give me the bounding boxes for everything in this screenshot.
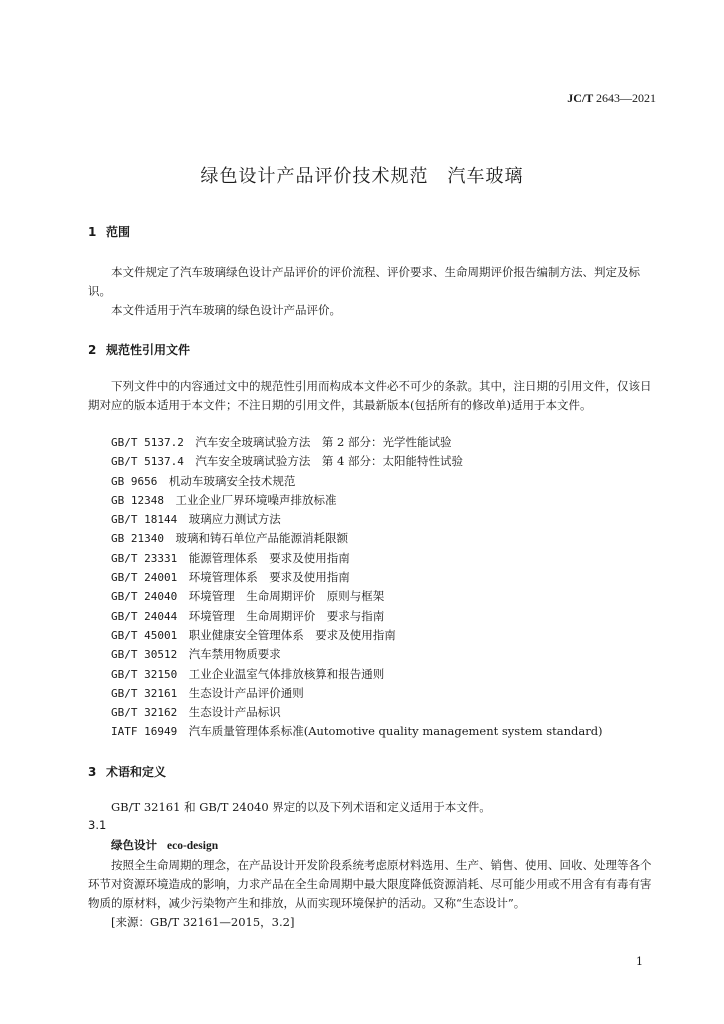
standard-code-number: 2643—2021	[596, 91, 656, 105]
reference-item: GB 9656 机动车玻璃安全技术规范	[111, 473, 296, 488]
reference-item: GB/T 23331 能源管理体系 要求及使用指南	[111, 550, 350, 565]
section-2-title: 规范性引用文件	[106, 343, 191, 357]
section-3-heading	[88, 763, 166, 780]
standard-code	[567, 91, 656, 106]
page-number: 1	[636, 955, 643, 968]
section-1-paragraph-2: 本文件适用于汽车玻璃的绿色设计产品评价。	[111, 303, 341, 317]
reference-item: GB/T 24001 环境管理体系 要求及使用指南	[111, 570, 350, 585]
reference-item: GB/T 30512 汽车禁用物质要求	[111, 647, 281, 662]
clause-number: 3.1	[88, 818, 107, 832]
reference-item: GB 21340 玻璃和铸石单位产品能源消耗限额	[111, 531, 348, 546]
reference-item: GB/T 45001 职业健康安全管理体系 要求及使用指南	[111, 627, 396, 642]
term-definition: 按照全生命周期的理念，在产品设计开发阶段系统考虑原材料选用、生产、销售、使用、回收、处理等各个环节对资源环境造成的影响，力求产品在全生命周期中最大限度降低资源消耗、尽可能少用或不用含有有毒有害物质的原材料，减少污染物产生和排放，从而实现环境保护的活动。又称“生态设计”。	[88, 858, 652, 910]
reference-item: GB/T 5137.4 汽车安全玻璃试验方法 第 4 部分：太阳能特性试验	[111, 454, 463, 469]
document-title: 绿色设计产品评价技术规范 汽车玻璃	[200, 166, 524, 187]
section-2-heading	[88, 341, 190, 358]
reference-item: GB/T 32162 生态设计产品标识	[111, 705, 281, 720]
section-3-number: 3	[88, 765, 97, 779]
reference-item: GB 12348 工业企业厂界环境噪声排放标准	[111, 492, 337, 507]
section-2-paragraph-1: 下列文件中的内容通过文中的规范性引用而构成本文件必不可少的条款。其中，注日期的引用文件，仅该日期对应的版本适用于本文件；不注日期的引用文件，其最新版本(包括所有的修改单)适用于本文件。	[88, 379, 652, 412]
term-source: [来源：GB/T 32161—2015，3.2]	[111, 915, 295, 929]
section-1-title: 范围	[106, 225, 131, 239]
section-2-number: 2	[88, 343, 97, 357]
term-chinese: 绿色设计	[111, 838, 157, 852]
reference-item: GB/T 18144 玻璃应力测试方法	[111, 512, 281, 527]
reference-item: GB/T 5137.2 汽车安全玻璃试验方法 第 2 部分：光学性能试验	[111, 435, 452, 449]
section-3-title: 术语和定义	[106, 765, 167, 779]
reference-item: GB/T 32161 生态设计产品评价通则	[111, 685, 304, 700]
section-1-number: 1	[88, 225, 97, 239]
term-heading	[111, 837, 218, 853]
term-english: eco-design	[167, 840, 219, 852]
section-3-paragraph-1: GB/T 32161 和 GB/T 24040 界定的以及下列术语和定义适用于本文件。	[111, 800, 491, 814]
standard-code-prefix: JC/T	[567, 91, 593, 105]
reference-item: IATF 16949 汽车质量管理体系标准(Automotive quality management system standard)	[111, 724, 603, 739]
section-1-heading	[88, 223, 130, 240]
reference-item: GB/T 24044 环境管理 生命周期评价 要求与指南	[111, 608, 385, 623]
section-1-paragraph-1: 本文件规定了汽车玻璃绿色设计产品评价的评价流程、评价要求、生命周期评价报告编制方法、判定及标识。	[88, 265, 640, 298]
reference-list	[111, 433, 603, 742]
reference-item: GB/T 32150 工业企业温室气体排放核算和报告通则	[111, 666, 385, 681]
reference-item: GB/T 24040 环境管理 生命周期评价 原则与框架	[111, 589, 385, 604]
